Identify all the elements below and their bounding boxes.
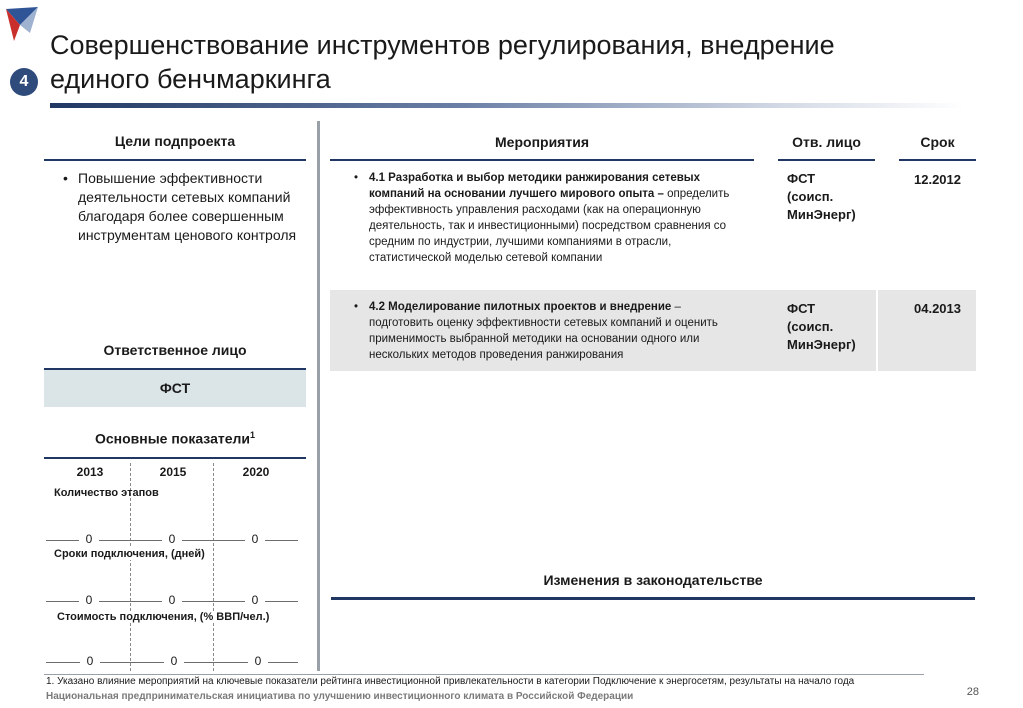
responsible-value: ФСТ (44, 370, 306, 407)
deadline-rule (899, 159, 976, 161)
goals-rule (44, 159, 306, 161)
year-2015: 2015 (159, 465, 187, 479)
title-rule (50, 103, 965, 108)
col-responsible-header: Отв. лицо (792, 134, 861, 150)
year-2013: 2013 (76, 465, 104, 479)
activity-row-2-text: • 4.2 Моделирование пилотных проектов и внедрение – подготовить оценку эффективности сетевых компаний и оценить применимость выбранной методики на основании одного или нескольких методов проведения ранжирования (369, 299, 744, 363)
indicator-value: 0 (79, 532, 99, 546)
logo (4, 5, 46, 47)
indicator-value: 0 (248, 654, 268, 668)
indicator-label: Стоимость подключения, (% ВВП/чел.) (57, 611, 270, 623)
indicator-value: 0 (80, 654, 100, 668)
responsible-rule (778, 159, 875, 161)
legislation-rule (331, 597, 975, 600)
indicator-label: Сроки подключения, (дней) (54, 548, 205, 560)
col-activities-header: Мероприятия (495, 134, 589, 150)
year-2020: 2020 (242, 465, 270, 479)
footnote: 1. Указано влияние мероприятий на ключевые показатели рейтинга инвестиционной привлекательности в категории Подключение к энергосетям, результаты на начало года (46, 676, 855, 687)
footer-rule (44, 674, 924, 675)
goal-bullet: • Повышение эффективности деятельности сетевых компаний благодаря более совершенным инструментам ценового контроля (78, 169, 303, 245)
page-title: Совершенствование инструментов регулирования, внедрение единого бенчмаркинга (50, 30, 835, 94)
cell-divider (876, 290, 878, 371)
activity-row-2-deadline: 04.2013 (914, 301, 961, 316)
activities-rule (330, 159, 754, 161)
indicators-header: Основные показатели$^1$ (94, 430, 256, 447)
indicator-label: Количество этапов (54, 487, 159, 499)
column-separator (317, 121, 320, 671)
indicators-rule (44, 457, 306, 459)
year-divider (213, 463, 214, 671)
activity-row-1-deadline: 12.2012 (914, 172, 961, 187)
col-deadline-header: Срок (920, 134, 955, 150)
legislation-header: Изменения в законодательстве (543, 572, 763, 588)
slide-number-badge: 4 (10, 68, 38, 96)
indicator-value: 0 (245, 532, 265, 546)
goals-header: Цели подпроекта (114, 133, 236, 149)
initiative-line: Национальная предпринимательская инициатива по улучшению инвестиционного климата в Российской Федерации (46, 691, 634, 702)
indicator-value: 0 (245, 593, 265, 607)
responsible-header: Ответственное лицо (103, 342, 247, 358)
page-number: 28 (966, 686, 979, 698)
activity-row-1-text: • 4.1 Разработка и выбор методики ранжирования сетевых компаний на основании лучшего мирового опыта – определить эффективность управления расходами (как на операционную деятельность, так и инвестиционными) посредством сравнения со средним по индустрии, лучшими компаниями в отрасли, статистической моделью сетевой компании (369, 170, 744, 266)
indicator-value: 0 (162, 593, 182, 607)
indicator-value: 0 (164, 654, 184, 668)
activity-row-2-responsible: ФСТ (соисп. МинЭнерг) (787, 301, 856, 352)
activity-row-1-responsible: ФСТ (соисп. МинЭнерг) (787, 171, 856, 222)
indicator-value: 0 (162, 532, 182, 546)
indicator-value: 0 (79, 593, 99, 607)
